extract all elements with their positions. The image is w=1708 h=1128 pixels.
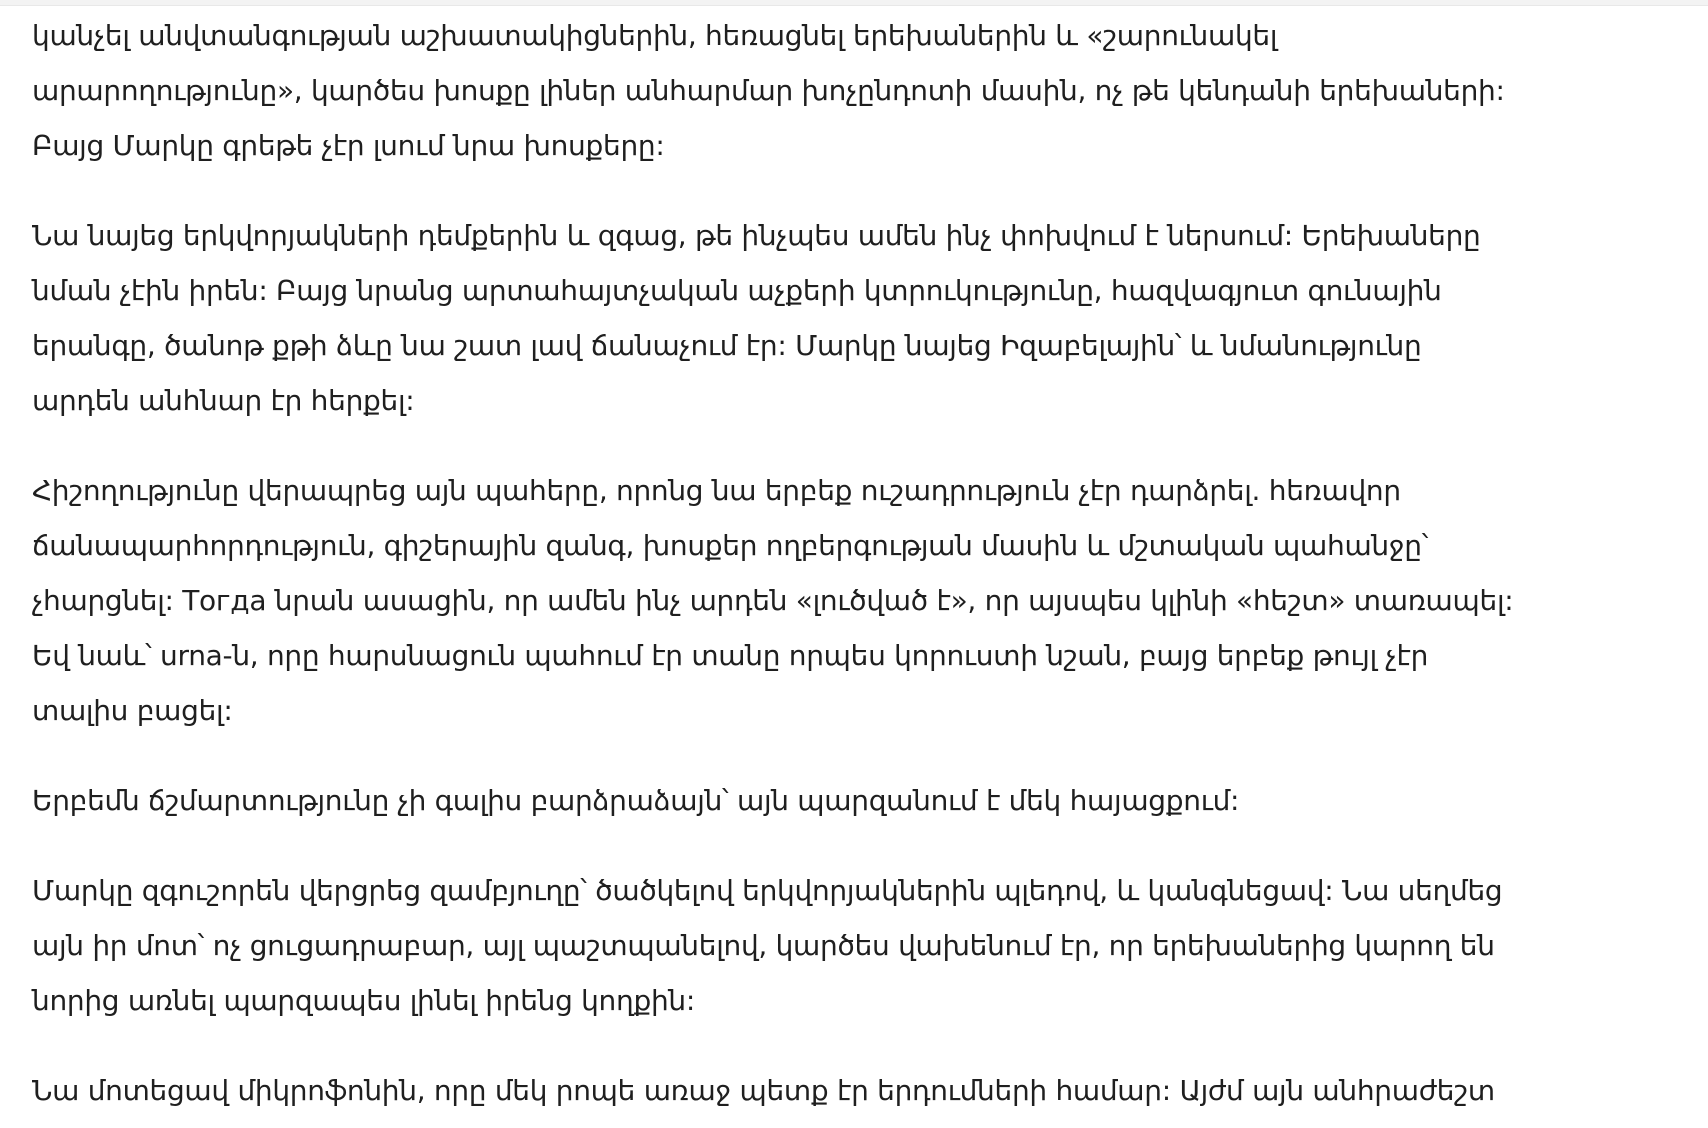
paragraph-1 <box>32 8 1680 173</box>
paragraph-4 <box>32 773 1680 828</box>
text-line: Նա նայեց երկվորյակների դեմքերին և զգաց, թե ինչպես ամեն ինչ փոխվում է ներսում: Երեխաները <box>32 219 1481 252</box>
paragraph-3 <box>32 463 1680 738</box>
text-line: Երբեմն ճշմարտությունը չի գալիս բարձրաձայն՝ այն պարզանում է մեկ հայացքում: <box>32 784 1240 817</box>
text-line: ճանապարհորդություն, գիշերային զանգ, խոսքեր ողբերգության մասին և մշտական պահանջը՝ <box>32 529 1429 562</box>
text-line: երանգը, ծանոթ քթի ձևը նա շատ լավ ճանաչում էր: Մարկը նայեց Իզաբելային՝ և նմանությունը <box>32 329 1422 362</box>
text-line: նման չէին իրեն: Բայց նրանց արտահայտչական աչքերի կտրուկությունը, հազվագյուտ գունային <box>32 274 1442 307</box>
text-line: արարողությունը», կարծես խոսքը լիներ անհարմար խոչընդոտի մասին, ոչ թե կենդանի երեխաների: <box>32 74 1505 107</box>
text-line: չհարցնել: Тогда նրան ասացին, որ ամեն ինչ արդեն «լուծված է», որ այսպես կլինի «հեշտ» տառապել: <box>32 584 1514 617</box>
document-text <box>0 6 1708 1118</box>
text-line: Բայց Մարկը գրեթե չէր լսում նրա խոսքերը: <box>32 129 665 162</box>
text-line: Հիշողությունը վերապրեց այն պահերը, որոնց նա երբեք ուշադրություն չէր դարձրել. հեռավոր <box>32 474 1401 507</box>
text-line: նորից առնել պարզապես լինել իրենց կողքին: <box>32 984 696 1017</box>
paragraph-6 <box>32 1063 1680 1118</box>
paragraph-2 <box>32 208 1680 428</box>
text-line: Եվ նաև՝ urna-ն, որը հարսնացուն պահում էր տանը որպես կորուստի նշան, բայց երբեք թույլ չէր <box>32 639 1429 672</box>
text-line: կանչել անվտանգության աշխատակիցներին, հեռացնել երեխաներին և «շարունակել <box>32 19 1278 52</box>
text-line: արդեն անհնար էր հերքել: <box>32 384 415 417</box>
text-line: տալիս բացել: <box>32 694 233 727</box>
paragraph-5 <box>32 863 1680 1028</box>
text-line: Նա մոտեցավ միկրոֆոնին, որը մեկ րոպե առաջ պետք էր երդումների համար: Այժմ այն անհրաժեշտ <box>32 1074 1495 1107</box>
text-line: այն իր մոտ՝ ոչ ցուցադրաբար, այլ պաշտպանելով, կարծես վախենում էր, որ երեխաներից կարող են <box>32 929 1495 962</box>
text-line: Մարկը զգուշորեն վերցրեց զամբյուղը՝ ծածկելով երկվորյակներին պլեդով, և կանգնեցավ: Նա սեղմեց <box>32 874 1503 907</box>
